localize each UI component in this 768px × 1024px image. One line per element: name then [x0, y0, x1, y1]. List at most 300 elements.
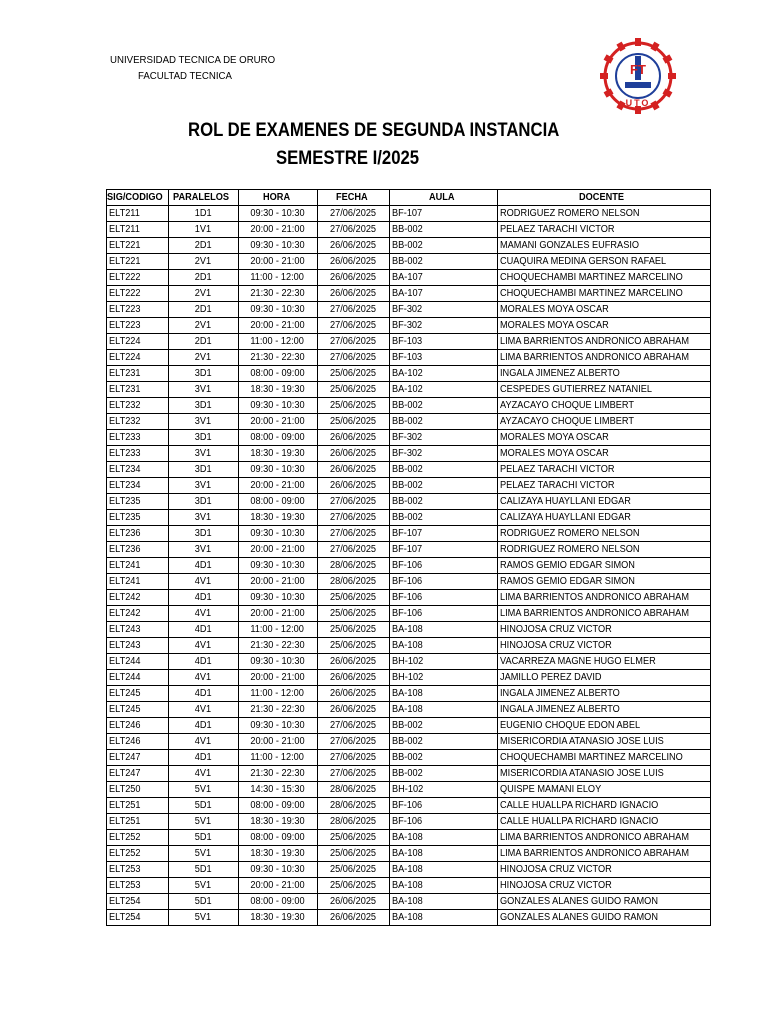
time-cell: 11:00 - 12:00 — [238, 750, 317, 766]
table-row — [107, 718, 711, 734]
time-cell: 08:00 - 09:00 — [238, 798, 317, 814]
table-row — [107, 542, 711, 558]
room-cell: BA-108 — [389, 830, 497, 846]
time-cell: 18:30 - 19:30 — [238, 910, 317, 926]
table-row — [107, 686, 711, 702]
teacher-cell: RAMOS GEMIO EDGAR SIMON — [497, 558, 710, 574]
date-cell: 26/06/2025 — [317, 894, 389, 910]
time-cell: 11:00 - 12:00 — [238, 334, 317, 350]
parallel-cell: 4V1 — [168, 670, 238, 686]
room-cell: BB-002 — [389, 494, 497, 510]
date-cell: 27/06/2025 — [317, 350, 389, 366]
teacher-cell: MISERICORDIA ATANASIO JOSE LUIS — [497, 734, 710, 750]
teacher-cell: LIMA BARRIENTOS ANDRONICO ABRAHAM — [497, 350, 710, 366]
room-cell: BF-106 — [389, 574, 497, 590]
time-cell: 09:30 - 10:30 — [238, 398, 317, 414]
room-cell: BF-302 — [389, 446, 497, 462]
code-cell: ELT236 — [107, 542, 169, 558]
date-cell: 27/06/2025 — [317, 318, 389, 334]
time-cell: 09:30 - 10:30 — [238, 654, 317, 670]
parallel-cell: 5D1 — [168, 798, 238, 814]
time-cell: 09:30 - 10:30 — [238, 462, 317, 478]
table-row — [107, 494, 711, 510]
teacher-cell: MAMANI GONZALES EUFRASIO — [497, 238, 710, 254]
teacher-cell: INGALA JIMENEZ ALBERTO — [497, 366, 710, 382]
parallel-cell: 5V1 — [168, 846, 238, 862]
room-cell: BA-107 — [389, 270, 497, 286]
date-cell: 26/06/2025 — [317, 702, 389, 718]
date-cell: 25/06/2025 — [317, 846, 389, 862]
table-row — [107, 510, 711, 526]
code-cell: ELT222 — [107, 286, 169, 302]
date-cell: 27/06/2025 — [317, 718, 389, 734]
room-cell: BB-002 — [389, 254, 497, 270]
table-row — [107, 798, 711, 814]
time-cell: 18:30 - 19:30 — [238, 814, 317, 830]
table-row — [107, 254, 711, 270]
time-cell: 08:00 - 09:00 — [238, 830, 317, 846]
time-cell: 21:30 - 22:30 — [238, 350, 317, 366]
date-cell: 26/06/2025 — [317, 670, 389, 686]
teacher-cell: AYZACAYO CHOQUE LIMBERT — [497, 414, 710, 430]
time-cell: 08:00 - 09:00 — [238, 494, 317, 510]
teacher-cell: CHOQUECHAMBI MARTINEZ MARCELINO — [497, 750, 710, 766]
teacher-cell: MORALES MOYA OSCAR — [497, 318, 710, 334]
parallel-cell: 5V1 — [168, 878, 238, 894]
date-cell: 25/06/2025 — [317, 382, 389, 398]
parallel-cell: 2D1 — [168, 334, 238, 350]
column-header-code: SIG/CODIGO — [107, 190, 169, 206]
table-row — [107, 654, 711, 670]
code-cell: ELT254 — [107, 910, 169, 926]
time-cell: 18:30 - 19:30 — [238, 382, 317, 398]
code-cell: ELT234 — [107, 462, 169, 478]
parallel-cell: 5V1 — [168, 910, 238, 926]
time-cell: 09:30 - 10:30 — [238, 862, 317, 878]
teacher-cell: CESPEDES GUTIERREZ NATANIEL — [497, 382, 710, 398]
column-header-parallel: PARALELOS — [168, 190, 238, 206]
room-cell: BF-107 — [389, 526, 497, 542]
table-row — [107, 270, 711, 286]
date-cell: 28/06/2025 — [317, 814, 389, 830]
table-row — [107, 638, 711, 654]
teacher-cell: HINOJOSA CRUZ VICTOR — [497, 638, 710, 654]
parallel-cell: 4D1 — [168, 590, 238, 606]
parallel-cell: 4V1 — [168, 734, 238, 750]
date-cell: 25/06/2025 — [317, 638, 389, 654]
date-cell: 25/06/2025 — [317, 830, 389, 846]
parallel-cell: 3D1 — [168, 398, 238, 414]
date-cell: 27/06/2025 — [317, 542, 389, 558]
room-cell: BA-108 — [389, 862, 497, 878]
parallel-cell: 2V1 — [168, 350, 238, 366]
time-cell: 20:00 - 21:00 — [238, 478, 317, 494]
time-cell: 21:30 - 22:30 — [238, 766, 317, 782]
time-cell: 20:00 - 21:00 — [238, 318, 317, 334]
table-row — [107, 606, 711, 622]
table-row — [107, 366, 711, 382]
code-cell: ELT233 — [107, 430, 169, 446]
code-cell: ELT236 — [107, 526, 169, 542]
table-row — [107, 238, 711, 254]
parallel-cell: 5D1 — [168, 830, 238, 846]
teacher-cell: RODRIGUEZ ROMERO NELSON — [497, 526, 710, 542]
table-row — [107, 782, 711, 798]
time-cell: 11:00 - 12:00 — [238, 270, 317, 286]
table-row — [107, 318, 711, 334]
code-cell: ELT232 — [107, 398, 169, 414]
teacher-cell: CUAQUIRA MEDINA GERSON RAFAEL — [497, 254, 710, 270]
room-cell: BF-107 — [389, 206, 497, 222]
parallel-cell: 2V1 — [168, 318, 238, 334]
table-row — [107, 526, 711, 542]
table-row — [107, 830, 711, 846]
code-cell: ELT245 — [107, 686, 169, 702]
date-cell: 25/06/2025 — [317, 366, 389, 382]
parallel-cell: 4D1 — [168, 622, 238, 638]
time-cell: 09:30 - 10:30 — [238, 238, 317, 254]
teacher-cell: HINOJOSA CRUZ VICTOR — [497, 862, 710, 878]
time-cell: 08:00 - 09:00 — [238, 366, 317, 382]
room-cell: BA-108 — [389, 846, 497, 862]
date-cell: 25/06/2025 — [317, 414, 389, 430]
date-cell: 26/06/2025 — [317, 286, 389, 302]
code-cell: ELT252 — [107, 846, 169, 862]
date-cell: 26/06/2025 — [317, 654, 389, 670]
time-cell: 20:00 - 21:00 — [238, 542, 317, 558]
time-cell: 18:30 - 19:30 — [238, 446, 317, 462]
date-cell: 28/06/2025 — [317, 798, 389, 814]
time-cell: 21:30 - 22:30 — [238, 638, 317, 654]
code-cell: ELT222 — [107, 270, 169, 286]
time-cell: 20:00 - 21:00 — [238, 222, 317, 238]
code-cell: ELT221 — [107, 254, 169, 270]
teacher-cell: MISERICORDIA ATANASIO JOSE LUIS — [497, 766, 710, 782]
parallel-cell: 4D1 — [168, 718, 238, 734]
teacher-cell: EUGENIO CHOQUE EDON ABEL — [497, 718, 710, 734]
code-cell: ELT241 — [107, 558, 169, 574]
room-cell: BB-002 — [389, 238, 497, 254]
time-cell: 08:00 - 09:00 — [238, 894, 317, 910]
date-cell: 25/06/2025 — [317, 606, 389, 622]
time-cell: 11:00 - 12:00 — [238, 686, 317, 702]
room-cell: BB-002 — [389, 718, 497, 734]
code-cell: ELT231 — [107, 382, 169, 398]
code-cell: ELT244 — [107, 654, 169, 670]
room-cell: BF-107 — [389, 542, 497, 558]
column-header-room: AULA — [389, 190, 497, 206]
teacher-cell: HINOJOSA CRUZ VICTOR — [497, 878, 710, 894]
room-cell: BF-302 — [389, 430, 497, 446]
teacher-cell: PELAEZ TARACHI VICTOR — [497, 478, 710, 494]
date-cell: 26/06/2025 — [317, 430, 389, 446]
code-cell: ELT242 — [107, 590, 169, 606]
code-cell: ELT223 — [107, 302, 169, 318]
date-cell: 26/06/2025 — [317, 686, 389, 702]
room-cell: BA-108 — [389, 702, 497, 718]
room-cell: BF-106 — [389, 590, 497, 606]
code-cell: ELT247 — [107, 766, 169, 782]
date-cell: 27/06/2025 — [317, 334, 389, 350]
room-cell: BB-002 — [389, 510, 497, 526]
code-cell: ELT235 — [107, 510, 169, 526]
teacher-cell: LIMA BARRIENTOS ANDRONICO ABRAHAM — [497, 606, 710, 622]
time-cell: 11:00 - 12:00 — [238, 622, 317, 638]
code-cell: ELT223 — [107, 318, 169, 334]
teacher-cell: LIMA BARRIENTOS ANDRONICO ABRAHAM — [497, 590, 710, 606]
parallel-cell: 3D1 — [168, 430, 238, 446]
code-cell: ELT232 — [107, 414, 169, 430]
date-cell: 27/06/2025 — [317, 222, 389, 238]
code-cell: ELT221 — [107, 238, 169, 254]
parallel-cell: 3V1 — [168, 446, 238, 462]
parallel-cell: 3D1 — [168, 462, 238, 478]
teacher-cell: JAMILLO PEREZ DAVID — [497, 670, 710, 686]
table-row — [107, 558, 711, 574]
code-cell: ELT246 — [107, 734, 169, 750]
time-cell: 20:00 - 21:00 — [238, 878, 317, 894]
room-cell: BA-108 — [389, 910, 497, 926]
room-cell: BB-002 — [389, 478, 497, 494]
table-row — [107, 414, 711, 430]
room-cell: BH-102 — [389, 670, 497, 686]
teacher-cell: RAMOS GEMIO EDGAR SIMON — [497, 574, 710, 590]
time-cell: 09:30 - 10:30 — [238, 590, 317, 606]
room-cell: BB-002 — [389, 766, 497, 782]
table-row — [107, 862, 711, 878]
time-cell: 20:00 - 21:00 — [238, 574, 317, 590]
teacher-cell: CHOQUECHAMBI MARTINEZ MARCELINO — [497, 286, 710, 302]
parallel-cell: 5V1 — [168, 814, 238, 830]
code-cell: ELT251 — [107, 814, 169, 830]
parallel-cell: 5V1 — [168, 782, 238, 798]
date-cell: 25/06/2025 — [317, 878, 389, 894]
table-row — [107, 846, 711, 862]
code-cell: ELT231 — [107, 366, 169, 382]
date-cell: 26/06/2025 — [317, 910, 389, 926]
parallel-cell: 2V1 — [168, 286, 238, 302]
code-cell: ELT244 — [107, 670, 169, 686]
room-cell: BB-002 — [389, 462, 497, 478]
time-cell: 14:30 - 15:30 — [238, 782, 317, 798]
time-cell: 08:00 - 09:00 — [238, 430, 317, 446]
date-cell: 28/06/2025 — [317, 782, 389, 798]
time-cell: 09:30 - 10:30 — [238, 302, 317, 318]
date-cell: 26/06/2025 — [317, 478, 389, 494]
date-cell: 26/06/2025 — [317, 462, 389, 478]
university-name: UNIVERSIDAD TECNICA DE ORURO — [110, 54, 276, 66]
room-cell: BB-002 — [389, 398, 497, 414]
room-cell: BA-108 — [389, 622, 497, 638]
code-cell: ELT235 — [107, 494, 169, 510]
room-cell: BB-002 — [389, 750, 497, 766]
date-cell: 27/06/2025 — [317, 206, 389, 222]
time-cell: 20:00 - 21:00 — [238, 606, 317, 622]
teacher-cell: INGALA JIMENEZ ALBERTO — [497, 686, 710, 702]
parallel-cell: 3V1 — [168, 542, 238, 558]
time-cell: 09:30 - 10:30 — [238, 206, 317, 222]
code-cell: ELT242 — [107, 606, 169, 622]
teacher-cell: RODRIGUEZ ROMERO NELSON — [497, 542, 710, 558]
code-cell: ELT247 — [107, 750, 169, 766]
date-cell: 27/06/2025 — [317, 494, 389, 510]
room-cell: BF-302 — [389, 318, 497, 334]
parallel-cell: 1D1 — [168, 206, 238, 222]
table-row — [107, 334, 711, 350]
teacher-cell: GONZALES ALANES GUIDO RAMON — [497, 910, 710, 926]
column-header-date: FECHA — [317, 190, 389, 206]
table-row — [107, 206, 711, 222]
parallel-cell: 3V1 — [168, 382, 238, 398]
room-cell: BH-102 — [389, 654, 497, 670]
logo-letters-bottom: UTO — [625, 98, 651, 108]
table-row — [107, 302, 711, 318]
table-header-row — [107, 190, 711, 206]
code-cell: ELT224 — [107, 334, 169, 350]
code-cell: ELT245 — [107, 702, 169, 718]
room-cell: BH-102 — [389, 782, 497, 798]
date-cell: 26/06/2025 — [317, 238, 389, 254]
table-row — [107, 286, 711, 302]
parallel-cell: 5D1 — [168, 894, 238, 910]
code-cell: ELT233 — [107, 446, 169, 462]
parallel-cell: 4V1 — [168, 574, 238, 590]
room-cell: BB-002 — [389, 734, 497, 750]
time-cell: 20:00 - 21:00 — [238, 670, 317, 686]
room-cell: BA-102 — [389, 382, 497, 398]
time-cell: 20:00 - 21:00 — [238, 734, 317, 750]
code-cell: ELT253 — [107, 862, 169, 878]
room-cell: BF-103 — [389, 350, 497, 366]
table-row — [107, 446, 711, 462]
parallel-cell: 2V1 — [168, 254, 238, 270]
room-cell: BB-002 — [389, 414, 497, 430]
teacher-cell: PELAEZ TARACHI VICTOR — [497, 222, 710, 238]
teacher-cell: CALLE HUALLPA RICHARD IGNACIO — [497, 798, 710, 814]
table-row — [107, 910, 711, 926]
teacher-cell: VACARREZA MAGNE HUGO ELMER — [497, 654, 710, 670]
table-row — [107, 430, 711, 446]
table-row — [107, 590, 711, 606]
table-row — [107, 462, 711, 478]
time-cell: 18:30 - 19:30 — [238, 510, 317, 526]
code-cell: ELT251 — [107, 798, 169, 814]
code-cell: ELT253 — [107, 878, 169, 894]
column-header-teacher: DOCENTE — [497, 190, 710, 206]
room-cell: BF-106 — [389, 558, 497, 574]
date-cell: 25/06/2025 — [317, 622, 389, 638]
room-cell: BF-106 — [389, 814, 497, 830]
table-row — [107, 878, 711, 894]
parallel-cell: 4V1 — [168, 638, 238, 654]
code-cell: ELT241 — [107, 574, 169, 590]
date-cell: 27/06/2025 — [317, 766, 389, 782]
teacher-cell: GONZALES ALANES GUIDO RAMON — [497, 894, 710, 910]
parallel-cell: 1V1 — [168, 222, 238, 238]
teacher-cell: PELAEZ TARACHI VICTOR — [497, 462, 710, 478]
page-title: ROL DE EXAMENES DE SEGUNDA INSTANCIA — [188, 120, 560, 141]
parallel-cell: 4V1 — [168, 702, 238, 718]
column-header-time: HORA — [238, 190, 317, 206]
teacher-cell: MORALES MOYA OSCAR — [497, 446, 710, 462]
code-cell: ELT234 — [107, 478, 169, 494]
table-row — [107, 702, 711, 718]
table-row — [107, 622, 711, 638]
parallel-cell: 3D1 — [168, 366, 238, 382]
table-row — [107, 222, 711, 238]
time-cell: 18:30 - 19:30 — [238, 846, 317, 862]
teacher-cell: HINOJOSA CRUZ VICTOR — [497, 622, 710, 638]
teacher-cell: CALLE HUALLPA RICHARD IGNACIO — [497, 814, 710, 830]
teacher-cell: RODRIGUEZ ROMERO NELSON — [497, 206, 710, 222]
exam-schedule-table — [106, 189, 711, 926]
parallel-cell: 2D1 — [168, 302, 238, 318]
parallel-cell: 4D1 — [168, 686, 238, 702]
room-cell: BB-002 — [389, 222, 497, 238]
date-cell: 27/06/2025 — [317, 510, 389, 526]
faculty-name: FACULTAD TECNICA — [138, 70, 232, 82]
room-cell: BF-302 — [389, 302, 497, 318]
date-cell: 28/06/2025 — [317, 558, 389, 574]
code-cell: ELT254 — [107, 894, 169, 910]
table-row — [107, 766, 711, 782]
teacher-cell: LIMA BARRIENTOS ANDRONICO ABRAHAM — [497, 334, 710, 350]
teacher-cell: CALIZAYA HUAYLLANI EDGAR — [497, 494, 710, 510]
parallel-cell: 4D1 — [168, 558, 238, 574]
parallel-cell: 4V1 — [168, 606, 238, 622]
time-cell: 21:30 - 22:30 — [238, 702, 317, 718]
page-subtitle: SEMESTRE I/2025 — [276, 148, 420, 169]
parallel-cell: 4D1 — [168, 750, 238, 766]
room-cell: BA-108 — [389, 686, 497, 702]
date-cell: 28/06/2025 — [317, 574, 389, 590]
date-cell: 27/06/2025 — [317, 734, 389, 750]
table-row — [107, 734, 711, 750]
code-cell: ELT246 — [107, 718, 169, 734]
parallel-cell: 3D1 — [168, 526, 238, 542]
parallel-cell: 2D1 — [168, 270, 238, 286]
teacher-cell: CHOQUECHAMBI MARTINEZ MARCELINO — [497, 270, 710, 286]
date-cell: 26/06/2025 — [317, 270, 389, 286]
logo-letters-top: FT — [630, 62, 646, 77]
time-cell: 20:00 - 21:00 — [238, 414, 317, 430]
table-row — [107, 574, 711, 590]
date-cell: 25/06/2025 — [317, 590, 389, 606]
time-cell: 21:30 - 22:30 — [238, 286, 317, 302]
teacher-cell: LIMA BARRIENTOS ANDRONICO ABRAHAM — [497, 846, 710, 862]
university-logo — [600, 36, 676, 116]
room-cell: BA-108 — [389, 638, 497, 654]
parallel-cell: 3V1 — [168, 478, 238, 494]
table-row — [107, 750, 711, 766]
code-cell: ELT243 — [107, 622, 169, 638]
table-row — [107, 398, 711, 414]
time-cell: 09:30 - 10:30 — [238, 558, 317, 574]
parallel-cell: 4D1 — [168, 654, 238, 670]
table-row — [107, 894, 711, 910]
code-cell: ELT211 — [107, 222, 169, 238]
room-cell: BA-108 — [389, 878, 497, 894]
code-cell: ELT224 — [107, 350, 169, 366]
table-row — [107, 382, 711, 398]
date-cell: 25/06/2025 — [317, 862, 389, 878]
time-cell: 09:30 - 10:30 — [238, 718, 317, 734]
table-row — [107, 814, 711, 830]
room-cell: BF-106 — [389, 606, 497, 622]
code-cell: ELT243 — [107, 638, 169, 654]
parallel-cell: 5D1 — [168, 862, 238, 878]
code-cell: ELT211 — [107, 206, 169, 222]
